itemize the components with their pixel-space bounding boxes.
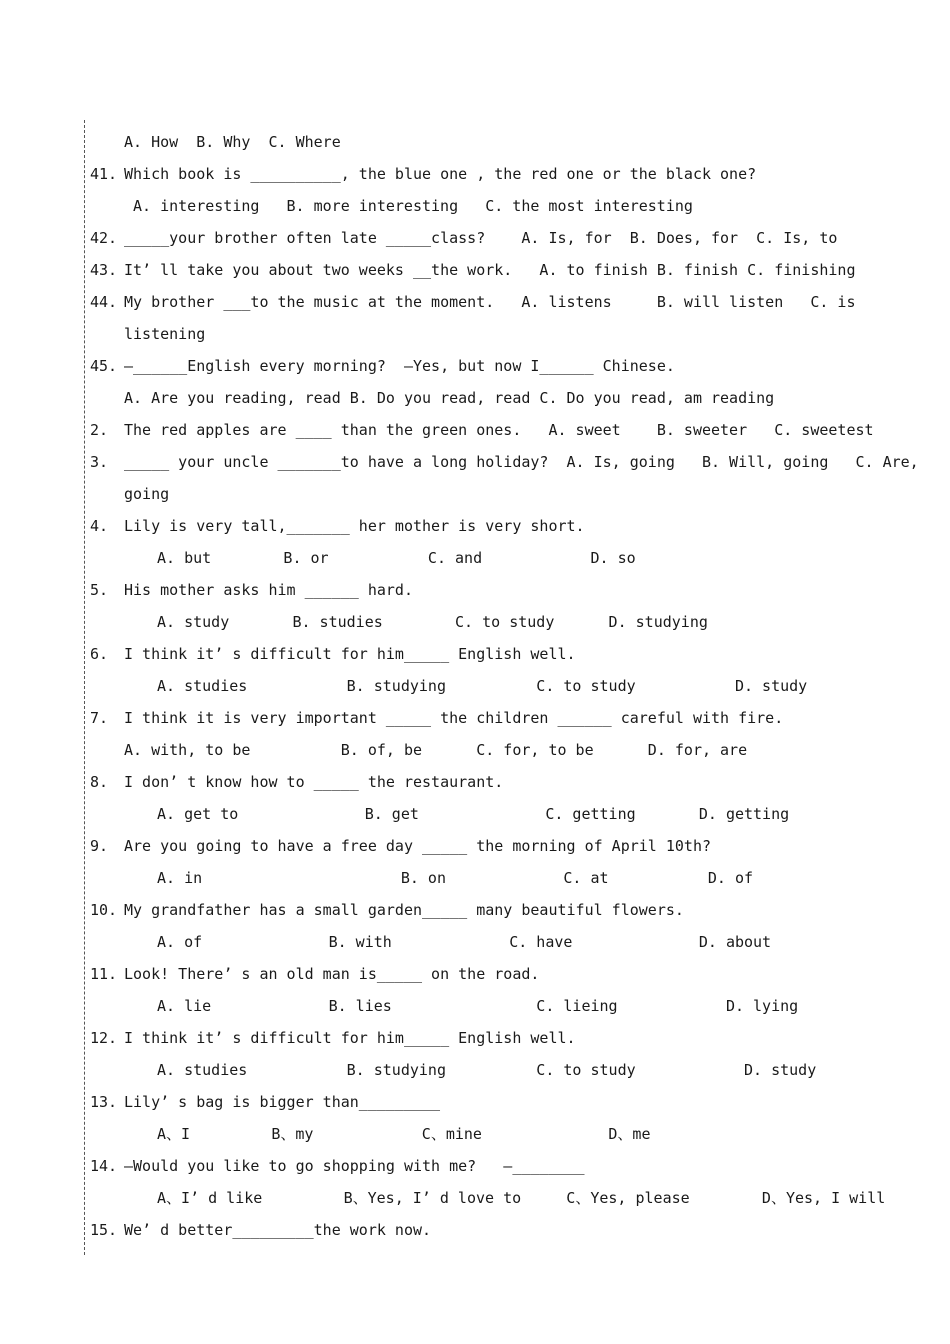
answer-options: A. lie B. lies C. lieing D. lying [157, 997, 799, 1015]
question-text: It’ ll take you about two weeks __the work. A. to finish B. finish C. finishing [124, 261, 856, 279]
answer-options: A. get to B. get C. getting D. getting [157, 805, 790, 823]
answer-options: A. of B. with C. have D. about [157, 933, 772, 951]
answer-options: A. but B. or C. and D. so [157, 549, 636, 567]
answer-options: A、I B、my C、mine D、me [157, 1125, 651, 1143]
question-text: My grandfather has a small garden_____ many beautiful flowers. [124, 901, 684, 919]
question-number: 44. [90, 293, 118, 311]
question-number: 8. [90, 773, 109, 791]
question-number: 6. [90, 645, 109, 663]
answer-options: A. studies B. studying C. to study D. study [157, 677, 808, 695]
answer-options: A、I’ d like B、Yes, I’ d love to C、Yes, please D、Yes, I will [157, 1189, 886, 1207]
question-text: The red apples are ____ than the green ones. A. sweet B. sweeter C. sweetest [124, 421, 874, 439]
question-text: Lily is very tall,_______ her mother is very short. [124, 517, 585, 535]
question-number: 7. [90, 709, 109, 727]
question-text: Which book is __________, the blue one , the red one or the black one? [124, 165, 757, 183]
question-text: _____your brother often late _____class? A. Is, for B. Does, for C. Is, to [124, 229, 838, 247]
question-text: We’ d better_________the work now. [124, 1221, 432, 1239]
question-number: 15. [90, 1221, 118, 1239]
question-number: 11. [90, 965, 118, 983]
question-number: 4. [90, 517, 109, 535]
question-text: —Would you like to go shopping with me? —________ [124, 1157, 585, 1175]
question-text: I think it’ s difficult for him_____ English well. [124, 645, 576, 663]
question-text: Lily’ s bag is bigger than_________ [124, 1093, 441, 1111]
question-number: 9. [90, 837, 109, 855]
question-number: 43. [90, 261, 118, 279]
question-text: My brother ___to the music at the moment. A. listens B. will listen C. is [124, 293, 856, 311]
question-number: 14. [90, 1157, 118, 1175]
question-number: 5. [90, 581, 109, 599]
answer-options: A. interesting B. more interesting C. the most interesting [133, 197, 693, 215]
answer-options: A. in B. on C. at D. of [157, 869, 754, 887]
question-number: 3. [90, 453, 109, 471]
question-text: Look! There’ s an old man is_____ on the road. [124, 965, 540, 983]
question-number: 10. [90, 901, 118, 919]
question-number: 2. [90, 421, 109, 439]
question-number: 41. [90, 165, 118, 183]
answer-options: A. How B. Why C. Where [124, 133, 341, 151]
question-text: I don’ t know how to _____ the restaurant. [124, 773, 504, 791]
question-number: 13. [90, 1093, 118, 1111]
question-number: 12. [90, 1029, 118, 1047]
answer-options: A. Are you reading, read B. Do you read, read C. Do you read, am reading [124, 389, 775, 407]
answer-options: A. with, to be B. of, be C. for, to be D. for, are [124, 741, 748, 759]
answer-options: going [124, 485, 170, 503]
question-number: 45. [90, 357, 118, 375]
question-text: I think it’ s difficult for him_____ English well. [124, 1029, 576, 1047]
question-text: His mother asks him ______ hard. [124, 581, 413, 599]
answer-options: listening [124, 325, 206, 343]
question-text: —______English every morning? —Yes, but now I______ Chinese. [124, 357, 675, 375]
answer-options: A. studies B. studying C. to study D. study [157, 1061, 817, 1079]
question-text: I think it is very important _____ the children ______ careful with fire. [124, 709, 784, 727]
answer-options: A. study B. studies C. to study D. studying [157, 613, 708, 631]
question-text: _____ your uncle _______to have a long holiday? A. Is, going B. Will, going C. Are, [124, 453, 919, 471]
question-number: 42. [90, 229, 118, 247]
binding-margin-line [84, 120, 85, 1255]
question-text: Are you going to have a free day _____ the morning of April 10th? [124, 837, 711, 855]
